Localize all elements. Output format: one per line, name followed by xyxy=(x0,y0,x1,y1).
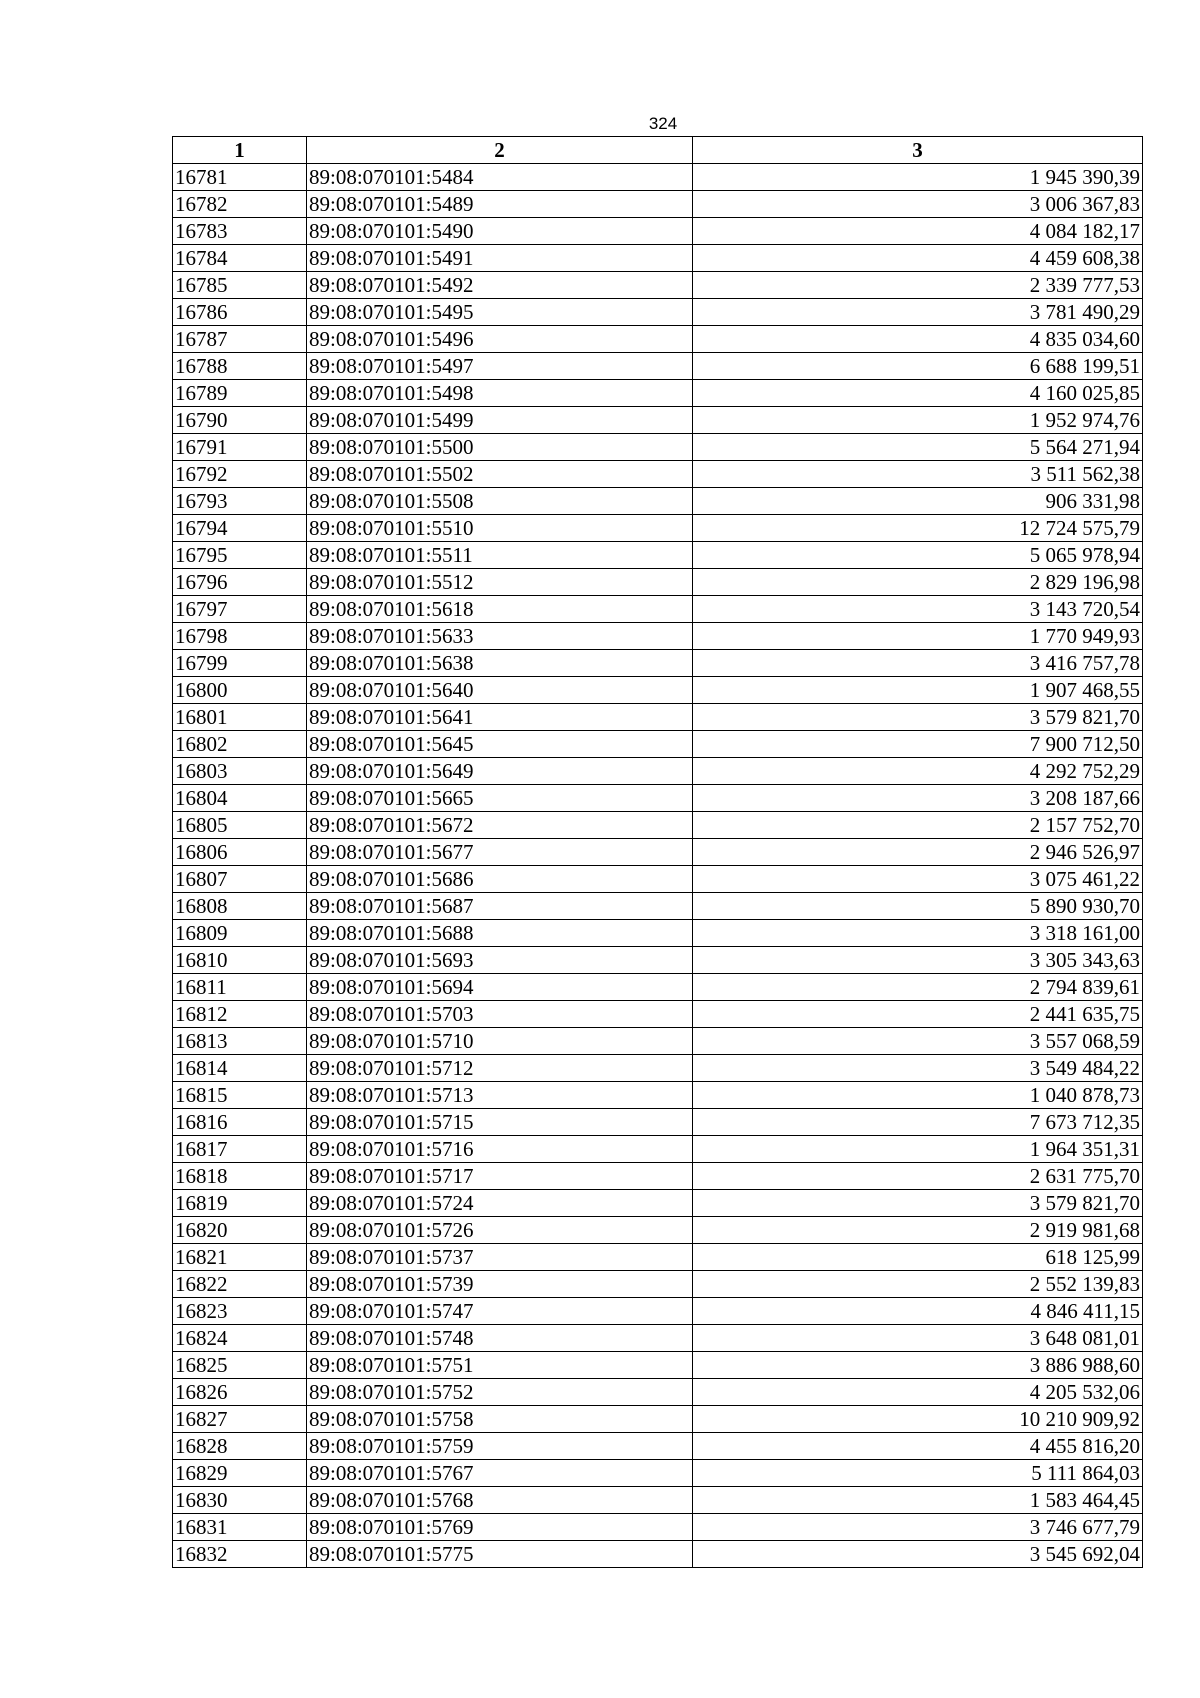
cadastral-number-cell: 89:08:070101:5688 xyxy=(307,920,693,947)
value-cell: 3 579 821,70 xyxy=(693,1190,1143,1217)
row-number-cell: 16810 xyxy=(173,947,307,974)
table-row xyxy=(173,1028,1143,1055)
table-row xyxy=(173,758,1143,785)
value-cell: 4 292 752,29 xyxy=(693,758,1143,785)
value-cell: 5 111 864,03 xyxy=(693,1460,1143,1487)
value-cell: 4 459 608,38 xyxy=(693,245,1143,272)
value-cell: 3 746 677,79 xyxy=(693,1514,1143,1541)
cadastral-number-cell: 89:08:070101:5775 xyxy=(307,1541,693,1568)
table-row xyxy=(173,650,1143,677)
value-cell: 3 075 461,22 xyxy=(693,866,1143,893)
table-row xyxy=(173,785,1143,812)
table-row xyxy=(173,1298,1143,1325)
cadastral-number-cell: 89:08:070101:5640 xyxy=(307,677,693,704)
table-row xyxy=(173,677,1143,704)
cadastral-number-cell: 89:08:070101:5500 xyxy=(307,434,693,461)
row-number-cell: 16826 xyxy=(173,1379,307,1406)
table-row xyxy=(173,380,1143,407)
table-row xyxy=(173,191,1143,218)
cadastral-number-cell: 89:08:070101:5712 xyxy=(307,1055,693,1082)
table-row xyxy=(173,920,1143,947)
value-cell: 3 006 367,83 xyxy=(693,191,1143,218)
table-row xyxy=(173,893,1143,920)
row-number-cell: 16802 xyxy=(173,731,307,758)
row-number-cell: 16803 xyxy=(173,758,307,785)
value-cell: 4 084 182,17 xyxy=(693,218,1143,245)
table-row xyxy=(173,596,1143,623)
row-number-cell: 16782 xyxy=(173,191,307,218)
table-row xyxy=(173,299,1143,326)
value-cell: 4 160 025,85 xyxy=(693,380,1143,407)
table-row xyxy=(173,353,1143,380)
table-row xyxy=(173,245,1143,272)
table-header xyxy=(173,137,1143,164)
value-cell: 6 688 199,51 xyxy=(693,353,1143,380)
cadastral-number-cell: 89:08:070101:5641 xyxy=(307,704,693,731)
row-number-cell: 16821 xyxy=(173,1244,307,1271)
row-number-cell: 16789 xyxy=(173,380,307,407)
row-number-cell: 16822 xyxy=(173,1271,307,1298)
value-cell: 5 890 930,70 xyxy=(693,893,1143,920)
table-row xyxy=(173,839,1143,866)
value-cell: 1 583 464,45 xyxy=(693,1487,1143,1514)
row-number-cell: 16808 xyxy=(173,893,307,920)
header-col-3: 3 xyxy=(693,137,1143,164)
cadastral-number-cell: 89:08:070101:5510 xyxy=(307,515,693,542)
value-cell: 10 210 909,92 xyxy=(693,1406,1143,1433)
row-number-cell: 16796 xyxy=(173,569,307,596)
row-number-cell: 16788 xyxy=(173,353,307,380)
table-row xyxy=(173,407,1143,434)
value-cell: 5 564 271,94 xyxy=(693,434,1143,461)
row-number-cell: 16809 xyxy=(173,920,307,947)
row-number-cell: 16824 xyxy=(173,1325,307,1352)
cadastral-number-cell: 89:08:070101:5703 xyxy=(307,1001,693,1028)
table-row xyxy=(173,1136,1143,1163)
table-row xyxy=(173,569,1143,596)
row-number-cell: 16781 xyxy=(173,164,307,191)
row-number-cell: 16811 xyxy=(173,974,307,1001)
cadastral-number-cell: 89:08:070101:5751 xyxy=(307,1352,693,1379)
value-cell: 4 205 532,06 xyxy=(693,1379,1143,1406)
table-row xyxy=(173,461,1143,488)
row-number-cell: 16797 xyxy=(173,596,307,623)
value-cell: 4 835 034,60 xyxy=(693,326,1143,353)
row-number-cell: 16806 xyxy=(173,839,307,866)
cadastral-number-cell: 89:08:070101:5499 xyxy=(307,407,693,434)
row-number-cell: 16792 xyxy=(173,461,307,488)
value-cell: 3 318 161,00 xyxy=(693,920,1143,947)
value-cell: 618 125,99 xyxy=(693,1244,1143,1271)
cadastral-number-cell: 89:08:070101:5645 xyxy=(307,731,693,758)
table-body xyxy=(173,164,1143,1568)
cadastral-number-cell: 89:08:070101:5484 xyxy=(307,164,693,191)
cadastral-number-cell: 89:08:070101:5717 xyxy=(307,1163,693,1190)
table-row xyxy=(173,1514,1143,1541)
table-row xyxy=(173,1541,1143,1568)
table-row xyxy=(173,1163,1143,1190)
table-row xyxy=(173,974,1143,1001)
table-row xyxy=(173,866,1143,893)
value-cell: 3 886 988,60 xyxy=(693,1352,1143,1379)
table-row xyxy=(173,326,1143,353)
value-cell: 2 829 196,98 xyxy=(693,569,1143,596)
table-row xyxy=(173,1487,1143,1514)
cadastral-number-cell: 89:08:070101:5492 xyxy=(307,272,693,299)
table-row xyxy=(173,1352,1143,1379)
row-number-cell: 16793 xyxy=(173,488,307,515)
value-cell: 1 040 878,73 xyxy=(693,1082,1143,1109)
value-cell: 2 919 981,68 xyxy=(693,1217,1143,1244)
table-row xyxy=(173,731,1143,758)
value-cell: 2 631 775,70 xyxy=(693,1163,1143,1190)
table-row xyxy=(173,218,1143,245)
row-number-cell: 16825 xyxy=(173,1352,307,1379)
row-number-cell: 16790 xyxy=(173,407,307,434)
cadastral-number-cell: 89:08:070101:5686 xyxy=(307,866,693,893)
value-cell: 7 900 712,50 xyxy=(693,731,1143,758)
value-cell: 1 907 468,55 xyxy=(693,677,1143,704)
cadastral-number-cell: 89:08:070101:5489 xyxy=(307,191,693,218)
cadastral-number-cell: 89:08:070101:5747 xyxy=(307,1298,693,1325)
table-row xyxy=(173,1433,1143,1460)
value-cell: 1 770 949,93 xyxy=(693,623,1143,650)
row-number-cell: 16783 xyxy=(173,218,307,245)
row-number-cell: 16794 xyxy=(173,515,307,542)
row-number-cell: 16791 xyxy=(173,434,307,461)
row-number-cell: 16813 xyxy=(173,1028,307,1055)
table-row xyxy=(173,1109,1143,1136)
cadastral-number-cell: 89:08:070101:5491 xyxy=(307,245,693,272)
row-number-cell: 16785 xyxy=(173,272,307,299)
cadastral-number-cell: 89:08:070101:5496 xyxy=(307,326,693,353)
cadastral-number-cell: 89:08:070101:5497 xyxy=(307,353,693,380)
table-row xyxy=(173,1190,1143,1217)
table-row xyxy=(173,1406,1143,1433)
row-number-cell: 16800 xyxy=(173,677,307,704)
table-row xyxy=(173,947,1143,974)
table-row xyxy=(173,1271,1143,1298)
header-col-1: 1 xyxy=(173,137,307,164)
table-row xyxy=(173,704,1143,731)
row-number-cell: 16812 xyxy=(173,1001,307,1028)
value-cell: 3 648 081,01 xyxy=(693,1325,1143,1352)
value-cell: 3 549 484,22 xyxy=(693,1055,1143,1082)
table-row xyxy=(173,1001,1143,1028)
table-row xyxy=(173,434,1143,461)
cadastral-number-cell: 89:08:070101:5737 xyxy=(307,1244,693,1271)
table-row xyxy=(173,623,1143,650)
cadastral-number-cell: 89:08:070101:5748 xyxy=(307,1325,693,1352)
row-number-cell: 16805 xyxy=(173,812,307,839)
row-number-cell: 16832 xyxy=(173,1541,307,1568)
cadastral-number-cell: 89:08:070101:5710 xyxy=(307,1028,693,1055)
value-cell: 3 208 187,66 xyxy=(693,785,1143,812)
cadastral-number-cell: 89:08:070101:5672 xyxy=(307,812,693,839)
row-number-cell: 16787 xyxy=(173,326,307,353)
cadastral-number-cell: 89:08:070101:5490 xyxy=(307,218,693,245)
row-number-cell: 16786 xyxy=(173,299,307,326)
row-number-cell: 16831 xyxy=(173,1514,307,1541)
value-cell: 5 065 978,94 xyxy=(693,542,1143,569)
cadastral-number-cell: 89:08:070101:5511 xyxy=(307,542,693,569)
row-number-cell: 16795 xyxy=(173,542,307,569)
row-number-cell: 16817 xyxy=(173,1136,307,1163)
value-cell: 3 416 757,78 xyxy=(693,650,1143,677)
value-cell: 7 673 712,35 xyxy=(693,1109,1143,1136)
row-number-cell: 16784 xyxy=(173,245,307,272)
cadastral-number-cell: 89:08:070101:5694 xyxy=(307,974,693,1001)
row-number-cell: 16815 xyxy=(173,1082,307,1109)
cadastral-number-cell: 89:08:070101:5502 xyxy=(307,461,693,488)
value-cell: 2 157 752,70 xyxy=(693,812,1143,839)
row-number-cell: 16799 xyxy=(173,650,307,677)
table-row xyxy=(173,542,1143,569)
table-row xyxy=(173,164,1143,191)
cadastral-number-cell: 89:08:070101:5739 xyxy=(307,1271,693,1298)
cadastral-number-cell: 89:08:070101:5758 xyxy=(307,1406,693,1433)
cadastral-number-cell: 89:08:070101:5726 xyxy=(307,1217,693,1244)
row-number-cell: 16829 xyxy=(173,1460,307,1487)
row-number-cell: 16804 xyxy=(173,785,307,812)
row-number-cell: 16818 xyxy=(173,1163,307,1190)
cadastral-number-cell: 89:08:070101:5716 xyxy=(307,1136,693,1163)
table-row xyxy=(173,488,1143,515)
header-col-2: 2 xyxy=(307,137,693,164)
value-cell: 12 724 575,79 xyxy=(693,515,1143,542)
value-cell: 3 305 343,63 xyxy=(693,947,1143,974)
row-number-cell: 16819 xyxy=(173,1190,307,1217)
page-number: 324 xyxy=(648,114,678,133)
row-number-cell: 16830 xyxy=(173,1487,307,1514)
table-row xyxy=(173,1244,1143,1271)
cadastral-number-cell: 89:08:070101:5693 xyxy=(307,947,693,974)
header-row xyxy=(173,137,1143,164)
cadastral-number-cell: 89:08:070101:5715 xyxy=(307,1109,693,1136)
table-row xyxy=(173,1055,1143,1082)
value-cell: 2 794 839,61 xyxy=(693,974,1143,1001)
row-number-cell: 16823 xyxy=(173,1298,307,1325)
value-cell: 3 545 692,04 xyxy=(693,1541,1143,1568)
value-cell: 2 339 777,53 xyxy=(693,272,1143,299)
cadastral-number-cell: 89:08:070101:5649 xyxy=(307,758,693,785)
value-cell: 3 781 490,29 xyxy=(693,299,1143,326)
cadastral-number-cell: 89:08:070101:5768 xyxy=(307,1487,693,1514)
table-row xyxy=(173,1460,1143,1487)
row-number-cell: 16816 xyxy=(173,1109,307,1136)
cadastral-number-cell: 89:08:070101:5677 xyxy=(307,839,693,866)
cadastral-number-cell: 89:08:070101:5713 xyxy=(307,1082,693,1109)
cadastral-number-cell: 89:08:070101:5638 xyxy=(307,650,693,677)
cadastral-number-cell: 89:08:070101:5665 xyxy=(307,785,693,812)
value-cell: 906 331,98 xyxy=(693,488,1143,515)
value-cell: 4 846 411,15 xyxy=(693,1298,1143,1325)
cadastral-number-cell: 89:08:070101:5498 xyxy=(307,380,693,407)
row-number-cell: 16814 xyxy=(173,1055,307,1082)
cadastral-number-cell: 89:08:070101:5633 xyxy=(307,623,693,650)
cadastral-number-cell: 89:08:070101:5495 xyxy=(307,299,693,326)
table-row xyxy=(173,1379,1143,1406)
value-cell: 3 143 720,54 xyxy=(693,596,1143,623)
table-row xyxy=(173,1217,1143,1244)
table-row xyxy=(173,1325,1143,1352)
value-cell: 3 557 068,59 xyxy=(693,1028,1143,1055)
value-cell: 3 579 821,70 xyxy=(693,704,1143,731)
cadastral-number-cell: 89:08:070101:5752 xyxy=(307,1379,693,1406)
value-cell: 2 552 139,83 xyxy=(693,1271,1143,1298)
cadastral-number-cell: 89:08:070101:5759 xyxy=(307,1433,693,1460)
table-row xyxy=(173,272,1143,299)
cadastral-number-cell: 89:08:070101:5767 xyxy=(307,1460,693,1487)
cadastral-number-cell: 89:08:070101:5618 xyxy=(307,596,693,623)
row-number-cell: 16828 xyxy=(173,1433,307,1460)
table-row xyxy=(173,515,1143,542)
value-cell: 2 946 526,97 xyxy=(693,839,1143,866)
cadastral-number-cell: 89:08:070101:5769 xyxy=(307,1514,693,1541)
row-number-cell: 16801 xyxy=(173,704,307,731)
value-cell: 1 945 390,39 xyxy=(693,164,1143,191)
value-cell: 4 455 816,20 xyxy=(693,1433,1143,1460)
row-number-cell: 16798 xyxy=(173,623,307,650)
value-cell: 3 511 562,38 xyxy=(693,461,1143,488)
cadastral-number-cell: 89:08:070101:5724 xyxy=(307,1190,693,1217)
row-number-cell: 16827 xyxy=(173,1406,307,1433)
cadastral-value-table xyxy=(172,136,1143,1568)
table-row xyxy=(173,812,1143,839)
value-cell: 1 964 351,31 xyxy=(693,1136,1143,1163)
cadastral-number-cell: 89:08:070101:5508 xyxy=(307,488,693,515)
value-cell: 2 441 635,75 xyxy=(693,1001,1143,1028)
row-number-cell: 16807 xyxy=(173,866,307,893)
cadastral-number-cell: 89:08:070101:5512 xyxy=(307,569,693,596)
row-number-cell: 16820 xyxy=(173,1217,307,1244)
value-cell: 1 952 974,76 xyxy=(693,407,1143,434)
table-row xyxy=(173,1082,1143,1109)
cadastral-number-cell: 89:08:070101:5687 xyxy=(307,893,693,920)
